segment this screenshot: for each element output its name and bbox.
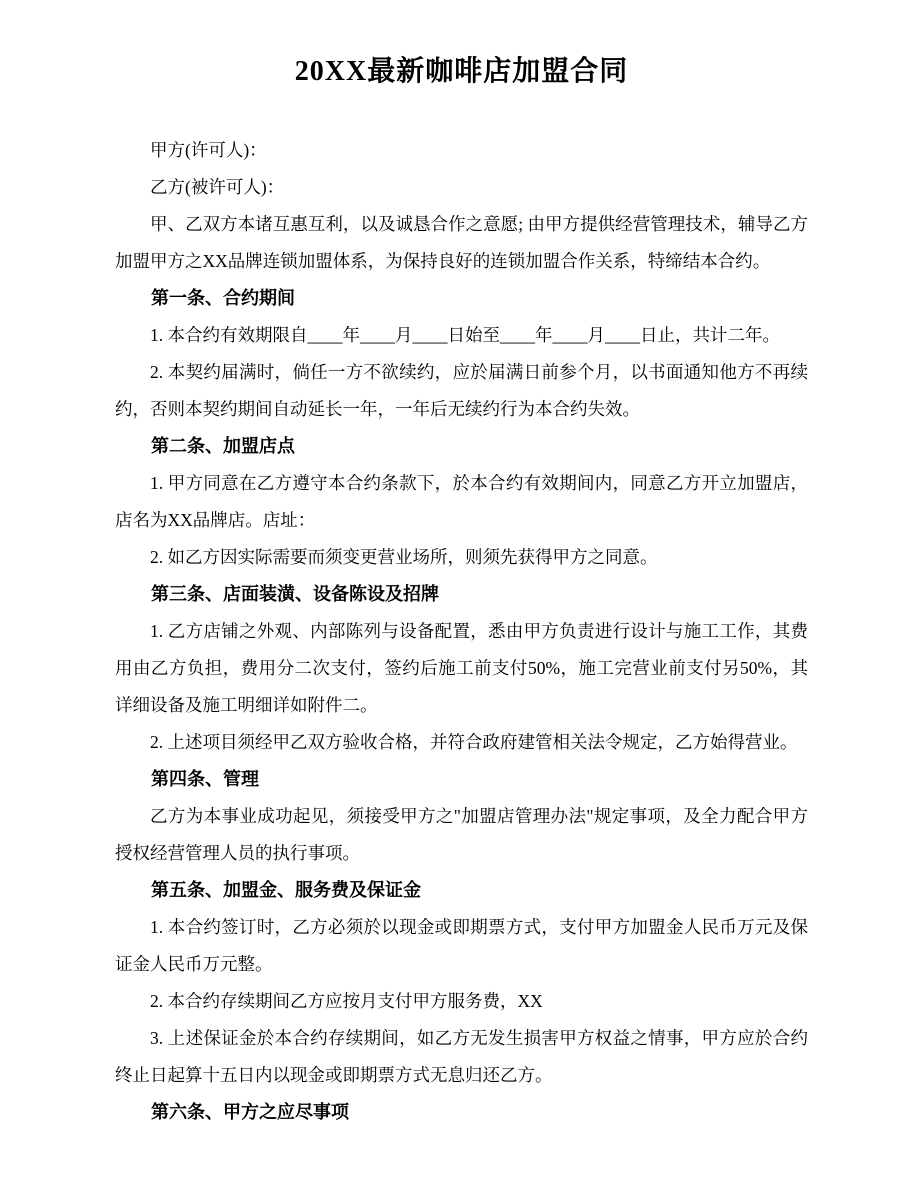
article-4-heading: 第四条、管理 xyxy=(151,769,259,789)
article-1-clause-2: 2. 本契约届满时，倘任一方不欲续约，应於届满日前参个月，以书面通知他方不再续约，否则本契约期间自动延长一年，一年后无续约行为本合约失效。 xyxy=(115,362,808,419)
article-5-clause-1: 1. 本合约签订时，乙方必须於以现金或即期票方式，支付甲方加盟金人民币万元及保证金人民币万元整。 xyxy=(115,917,808,974)
party-a-line: 甲方(许可人)： xyxy=(150,140,267,160)
article-5-heading: 第五条、加盟金、服务费及保证金 xyxy=(151,880,421,900)
article-1-clause-1: 1. 本合约有效期限自____年____月____日始至____年____月____日止，共计二年。 xyxy=(150,325,780,345)
article-5-clause-2: 2. 本合约存续期间乙方应按月支付甲方服务费，XX xyxy=(150,991,543,1011)
article-2-clause-1: 1. 甲方同意在乙方遵守本合约条款下，於本合约有效期间内，同意乙方开立加盟店，店名为XX品牌店。店址： xyxy=(115,473,808,530)
party-b-line: 乙方(被许可人)： xyxy=(150,177,285,197)
article-6-heading: 第六条、甲方之应尽事项 xyxy=(151,1102,349,1122)
document-title: 20XX最新咖啡店加盟合同 xyxy=(294,56,629,87)
article-4-clause: 乙方为本事业成功起见，须接受甲方之"加盟店管理办法"规定事项，及全力配合甲方授权经营管理人员的执行事项。 xyxy=(115,806,808,863)
article-2-clause-2: 2. 如乙方因实际需要而须变更营业场所，则须先获得甲方之同意。 xyxy=(150,547,658,567)
article-3-clause-2: 2. 上述项目须经甲乙双方验收合格，并符合政府建管相关法令规定，乙方始得营业。 xyxy=(150,732,798,752)
preamble-paragraph: 甲、乙双方本诸互惠互利，以及诚恳合作之意愿; 由甲方提供经营管理技术，辅导乙方加盟甲方之XX品牌连锁加盟体系，为保持良好的连锁加盟合作关系，特缔结本合约。 xyxy=(115,214,808,271)
article-5-clause-3: 3. 上述保证金於本合约存续期间，如乙方无发生损害甲方权益之情事，甲方应於合约终止日起算十五日内以现金或即期票方式无息归还乙方。 xyxy=(115,1028,808,1085)
article-1-heading: 第一条、合约期间 xyxy=(151,288,295,308)
article-3-clause-1: 1. 乙方店铺之外观、内部陈列与设备配置，悉由甲方负责进行设计与施工工作，其费用由乙方负担，费用分二次支付，签约后施工前支付50%，施工完营业前支付另50%，其详细设备及施工明细详如附件二。 xyxy=(115,621,808,715)
article-2-heading: 第二条、加盟店点 xyxy=(151,436,295,456)
article-3-heading: 第三条、店面装潢、设备陈设及招牌 xyxy=(151,584,439,604)
